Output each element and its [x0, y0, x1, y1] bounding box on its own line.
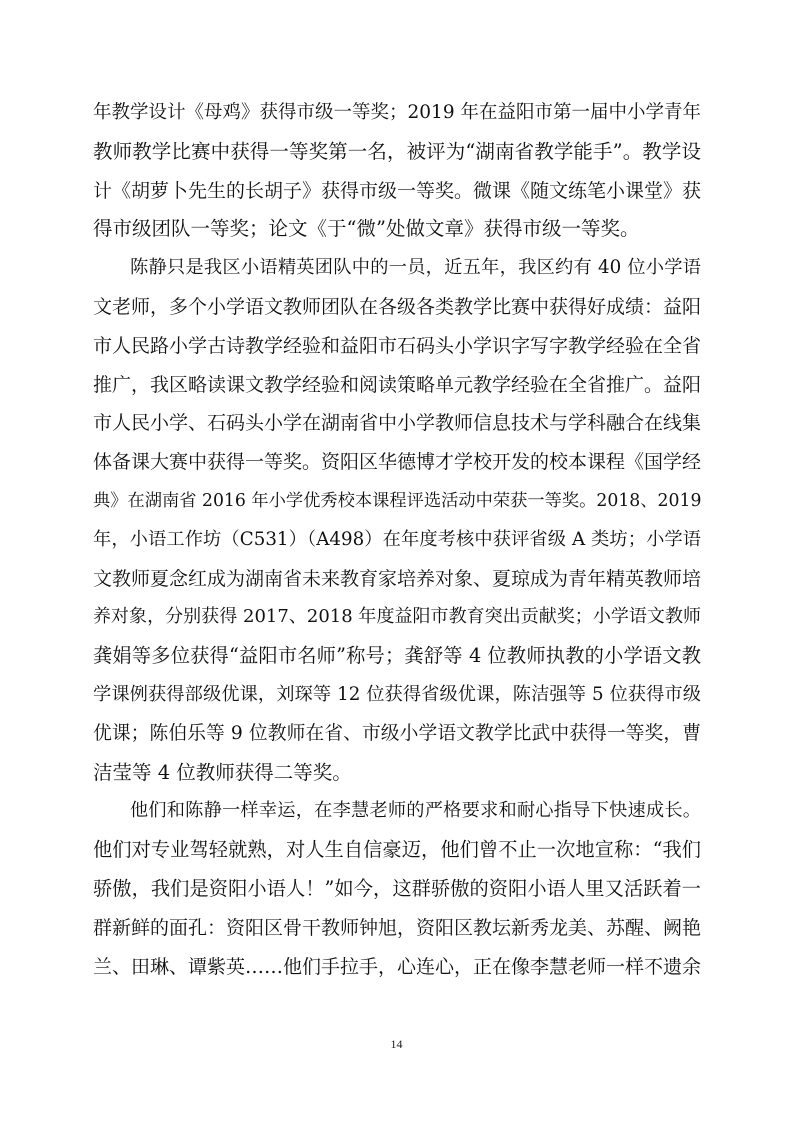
text-line: 兰、田琳、谭紫英……他们手拉手，心连心，正在像李慧老师一样不遗余 [93, 955, 702, 978]
text-line: 群新鲜的面孔：资阳区骨干教师钟旭，资阳区教坛新秀龙美、苏醒、阙艳 [93, 916, 702, 939]
text-line: 养对象，分别获得 2017、2018 年度益阳市教育突出贡献奖；小学语文教师 [93, 606, 701, 628]
text-line: 年教学设计《母鸡》获得市级一等奖；2019 年在益阳市第一届中小学青年 [93, 102, 701, 123]
text-line: 陈静只是我区小语精英团队中的一员，近五年，我区约有 40 位小学语 [93, 257, 701, 279]
text-line: 他们对专业驾轻就熟，对人生自信豪迈，他们曾不止一次地宣称：“我们 [93, 838, 701, 862]
text-line: 计《胡萝卜先生的长胡子》获得市级一等奖。微课《随文练笔小课堂》获 [93, 179, 702, 202]
text-line: 典》在湖南省 2016 年小学优秀校本课程评选活动中荣获一等奖。2018、2019 [93, 490, 702, 511]
paragraph-3 [93, 792, 701, 986]
text-line: 年，小语工作坊（C531）（A498）在年度考核中获评省级 A 类坊；小学语 [93, 528, 701, 550]
text-line: 教师教学比赛中获得一等奖第一名，被评为“湖南省教学能手”。教学设 [93, 139, 701, 163]
text-line: 文老师，多个小学语文教师团队在各级各类教学比赛中获得好成绩：益阳 [93, 295, 702, 318]
text-line: 文教师夏念红成为湖南省未来教育家培养对象、夏琼成为青年精英教师培 [93, 567, 702, 590]
paragraph-2 [93, 249, 701, 792]
text-line: 体备课大赛中获得一等奖。资阳区华德博才学校开发的校本课程《国学经 [93, 451, 702, 474]
text-line: 他们和陈静一样幸运，在李慧老师的严格要求和耐心指导下快速成长。 [93, 800, 701, 822]
paragraph-1 [93, 94, 701, 249]
text-line: 龚娟等多位获得“益阳市名师”称号；龚舒等 4 位教师执教的小学语文教 [93, 644, 701, 668]
text-line: 市人民小学、石码头小学在湖南省中小学教师信息技术与学科融合在线集 [93, 412, 702, 435]
text-line: 学课例获得部级优课，刘琛等 12 位获得省级优课，陈洁强等 5 位获得市级 [93, 683, 701, 705]
document-body [93, 94, 701, 986]
text-line: 推广，我区略读课文教学经验和阅读策略单元教学经验在全省推广。益阳 [93, 373, 702, 396]
text-line: 优课；陈伯乐等 9 位教师在省、市级小学语文教学比武中获得一等奖，曹 [93, 722, 701, 744]
text-line: 市人民路小学古诗教学经验和益阳市石码头小学识字写字教学经验在全省 [93, 334, 702, 357]
page-number: 14 [390, 1037, 403, 1051]
text-line: 得市级团队一等奖；论文《于“微”处做文章》获得市级一等奖。 [93, 217, 640, 241]
text-line: 骄傲，我们是资阳小语人！”如今，这群骄傲的资阳小语人里又活跃着一 [93, 876, 701, 900]
text-line: 洁莹等 4 位教师获得二等奖。 [93, 760, 352, 784]
